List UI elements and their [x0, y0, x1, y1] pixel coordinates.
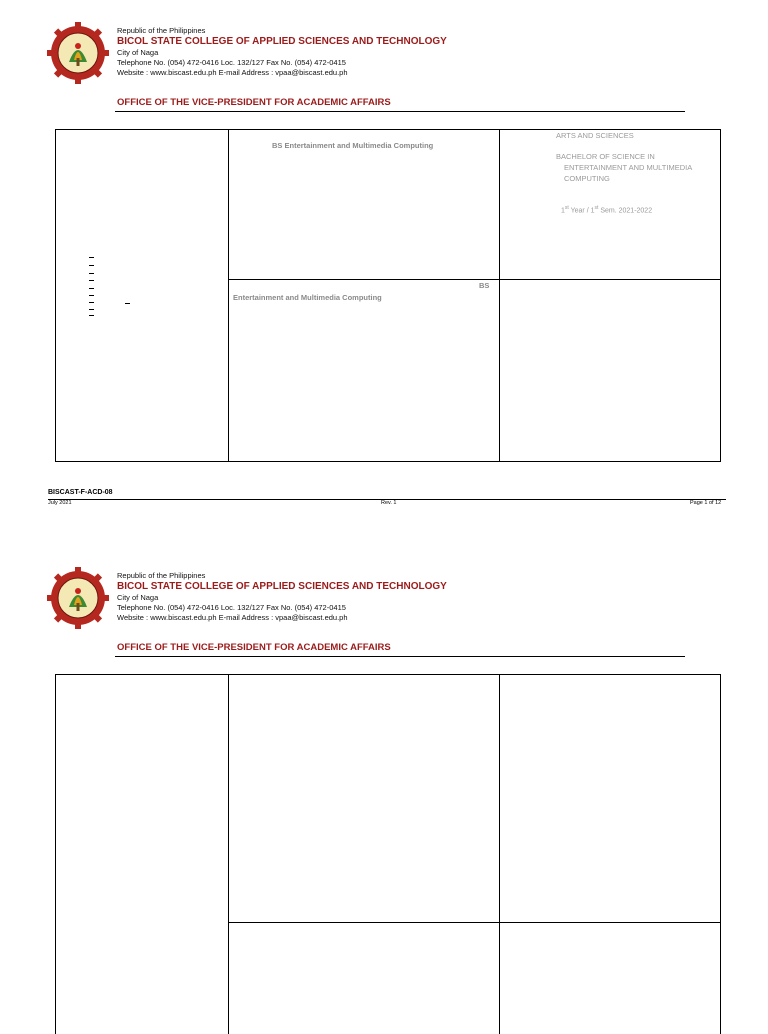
blank-dash: [89, 302, 94, 303]
college-seal-logo: [47, 567, 109, 629]
blank-dash: [89, 309, 94, 310]
degree-line-3: COMPUTING: [564, 174, 610, 183]
blank-dash: [89, 295, 94, 296]
website-line: Website : www.biscast.edu.ph E-mail Address : vpaa@biscast.edu.ph: [117, 68, 348, 77]
page-number: Page 1 of 12: [690, 500, 722, 506]
college-name: BICOL STATE COLLEGE OF APPLIED SCIENCES AND TECHNOLOGY: [117, 581, 447, 592]
form-code: BISCAST-F-ACD-08: [48, 489, 113, 496]
program-name-top: BS Entertainment and Multimedia Computing: [272, 141, 434, 150]
department-name: ARTS AND SCIENCES: [556, 131, 634, 140]
blank-dash: [89, 280, 94, 281]
table-column-divider: [228, 675, 229, 1034]
table-row-divider: [228, 279, 720, 280]
form-date: July 2021: [48, 500, 72, 506]
program-name-bottom: Entertainment and Multimedia Computing: [233, 293, 382, 302]
telephone-line: Telephone No. (054) 472-0416 Loc. 132/127 Fax No. (054) 472-0415: [117, 603, 346, 612]
bs-label: BS: [479, 281, 490, 290]
office-title: OFFICE OF THE VICE-PRESIDENT FOR ACADEMIC AFFAIRS: [117, 97, 391, 108]
country-line: Republic of the Philippines: [117, 571, 206, 580]
blank-dash: [89, 273, 94, 274]
institution-header: [117, 571, 447, 623]
office-divider: [115, 656, 685, 657]
institution-header: [117, 26, 447, 78]
office-divider: [115, 111, 685, 112]
table-column-divider: [499, 130, 500, 461]
document-page-2: [0, 545, 768, 1024]
blank-dash: [89, 288, 94, 289]
college-name: BICOL STATE COLLEGE OF APPLIED SCIENCES AND TECHNOLOGY: [117, 36, 447, 47]
blank-dash: [89, 257, 94, 258]
blank-dash: [89, 265, 94, 266]
city-line: City of Naga: [117, 593, 159, 602]
telephone-line: Telephone No. (054) 472-0416 Loc. 132/127 Fax No. (054) 472-0415: [117, 58, 346, 67]
website-line: Website : www.biscast.edu.ph E-mail Address : vpaa@biscast.edu.ph: [117, 613, 348, 622]
course-info-table: [55, 674, 721, 1034]
table-column-divider: [499, 675, 500, 1034]
degree-line-2: ENTERTAINMENT AND MULTIMEDIA: [564, 163, 693, 172]
country-line: Republic of the Philippines: [117, 26, 206, 35]
college-seal-logo: [47, 22, 109, 84]
degree-line-1: BACHELOR OF SCIENCE IN: [556, 152, 655, 161]
academic-term: 1st Year / 1st Sem. 2021-2022: [561, 205, 653, 215]
form-revision: Rev. 1: [381, 500, 397, 506]
blank-dash: [89, 315, 94, 316]
city-line: City of Naga: [117, 48, 159, 57]
office-title: OFFICE OF THE VICE-PRESIDENT FOR ACADEMIC AFFAIRS: [117, 642, 391, 653]
table-row-divider: [228, 922, 720, 923]
blank-dash: [125, 303, 130, 304]
table-column-divider: [228, 130, 229, 461]
course-info-table: [55, 129, 721, 462]
